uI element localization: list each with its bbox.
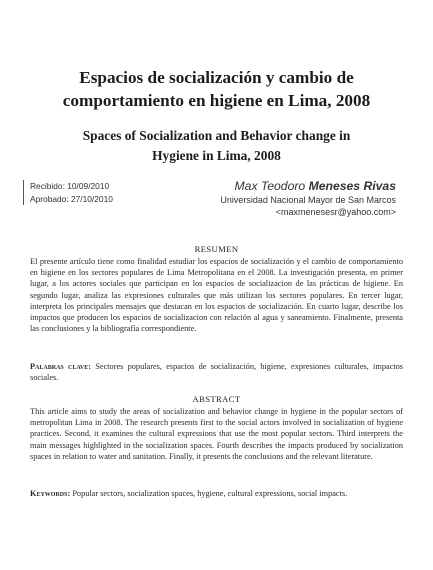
subtitle-line-1: Spaces of Socialization and Behavior change in <box>82 128 351 143</box>
title-line-2: comportamiento en higiene en Lima, 2008 <box>62 91 371 110</box>
resumen-keywords <box>30 361 403 383</box>
abstract-heading: ABSTRACT <box>192 394 241 404</box>
subtitle-line-2: Hygiene in Lima, 2008 <box>152 148 281 163</box>
abstract-keywords <box>30 488 403 499</box>
author-name <box>220 178 396 194</box>
keywords-label: Keywords: <box>30 489 71 498</box>
submission-dates <box>23 180 113 205</box>
author-surname: Meneses Rivas <box>308 179 396 193</box>
author-block <box>220 178 396 218</box>
author-given-name: Max Teodoro <box>234 179 309 193</box>
title-line-1: Espacios de socialización y cambio de <box>79 68 354 87</box>
author-email: <maxmenesesr@yahoo.com> <box>275 207 396 217</box>
received-date: Recibido: 10/09/2010 <box>30 181 110 191</box>
keywords-text: Popular sectors, socialization spaces, hygiene, cultural expressions, social impacts. <box>72 489 348 498</box>
palabras-clave-text: Sectores populares, espacios de socialización, higiene, expresiones culturales, impactos sociales. <box>30 362 404 383</box>
resumen-body: El presente artículo tiene como finalidad estudiar los espacios de socialización y el cambio de comportamiento en higiene en los sectores populares de Lima Metropolitana en el 2008. La investigación presenta, en primer lugar, a los actores sociales que participan en los espacios de socializacion de las prácticas de higiene. En segundo lugar, analiza las expresiones culturales que más utilizan los sectores populares. En tercer lugar, interpreta los principales mensajes que destacan en los espacios de socialización. En cuarto lugar, describe los impactos que producen los espacios de socializacion con relación al agua y saneamiento. Finalmente, presenta las conclusiones y la bibliografía correspondiente. <box>30 257 403 334</box>
abstract-body: This article aims to study the areas of socialization and behavior change in hygiene in the popular sectors of metropolitan Lima in 2008. The research presents first to the social actors involved in socialization of hygiene practices. Second, it examines the cultural expressions that use the most popular sectors. Third interprets the main messages highlighted in the socialization spaces. Fourth describes the impacts produced by socialization spaces in relation to water and sanitation. Finally, it presents the conclusions and the relevant literature. <box>30 407 403 461</box>
article-title <box>20 66 413 112</box>
article-subtitle <box>20 126 413 166</box>
palabras-clave-label: Palabras clave: <box>30 362 91 371</box>
approved-date: Aprobado: 27/10/2010 <box>30 193 113 204</box>
author-institution: Universidad Nacional Mayor de San Marcos <box>220 195 396 205</box>
resumen-heading: RESUMEN <box>194 244 239 254</box>
